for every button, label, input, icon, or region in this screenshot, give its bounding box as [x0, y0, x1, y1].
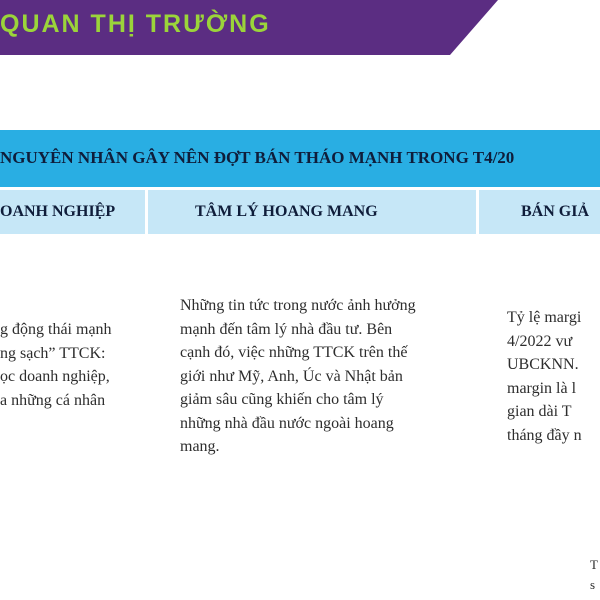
page-header — [0, 0, 600, 58]
banner-title-bar — [0, 130, 600, 187]
body-line: giảm sâu cũng khiến cho tâm lý — [180, 391, 384, 408]
body-line: margin là l — [507, 379, 577, 397]
body-line: cạnh đó, việc những TTCK trên thế — [180, 344, 408, 361]
body-line: ọc doanh nghiệp, — [0, 368, 110, 385]
column-body-panic-sentiment — [180, 294, 476, 459]
body-line: ng sạch” TTCK: — [0, 344, 106, 362]
corner-mark: s — [590, 577, 596, 592]
corner-text-fragment — [590, 555, 598, 595]
body-line: mạnh đến tâm lý nhà đầu tư. Bên — [180, 320, 393, 338]
corner-mark: T — [590, 557, 598, 572]
header-title: QUAN THỊ TRƯỜNG — [0, 10, 271, 38]
column-header-label: BÁN GIẢ — [521, 203, 590, 220]
column-header-forced-selling — [479, 190, 600, 234]
body-line: a những cá nhân — [0, 391, 106, 409]
body-line: Tỷ lệ margi — [507, 309, 582, 326]
banner-title: NGUYÊN NHÂN GÂY NÊN ĐỢT BÁN THÁO MẠNH TRONG T4/20 — [0, 148, 515, 167]
body-line: Những tin tức trong nước ảnh hưởng — [180, 297, 416, 314]
column-body-forced-selling — [507, 306, 600, 447]
body-line: 4/2022 vư — [507, 332, 573, 350]
body-line: g động thái mạnh — [0, 321, 112, 338]
column-body-business — [0, 318, 143, 412]
body-line: những nhà đầu nước ngoài hoang — [180, 414, 394, 432]
column-header-business — [0, 190, 145, 234]
body-line: UBCKNN. — [507, 356, 579, 373]
body-line: gian dài T — [507, 403, 572, 420]
column-header-panic-sentiment — [148, 190, 476, 234]
column-header-label: OANH NGHIỆP — [0, 203, 116, 220]
body-line: tháng đầy n — [507, 426, 582, 444]
body-line: mang. — [180, 438, 220, 455]
body-line: giới như Mỹ, Anh, Úc và Nhật bản — [180, 367, 403, 385]
column-header-label: TÂM LÝ HOANG MANG — [195, 203, 378, 220]
